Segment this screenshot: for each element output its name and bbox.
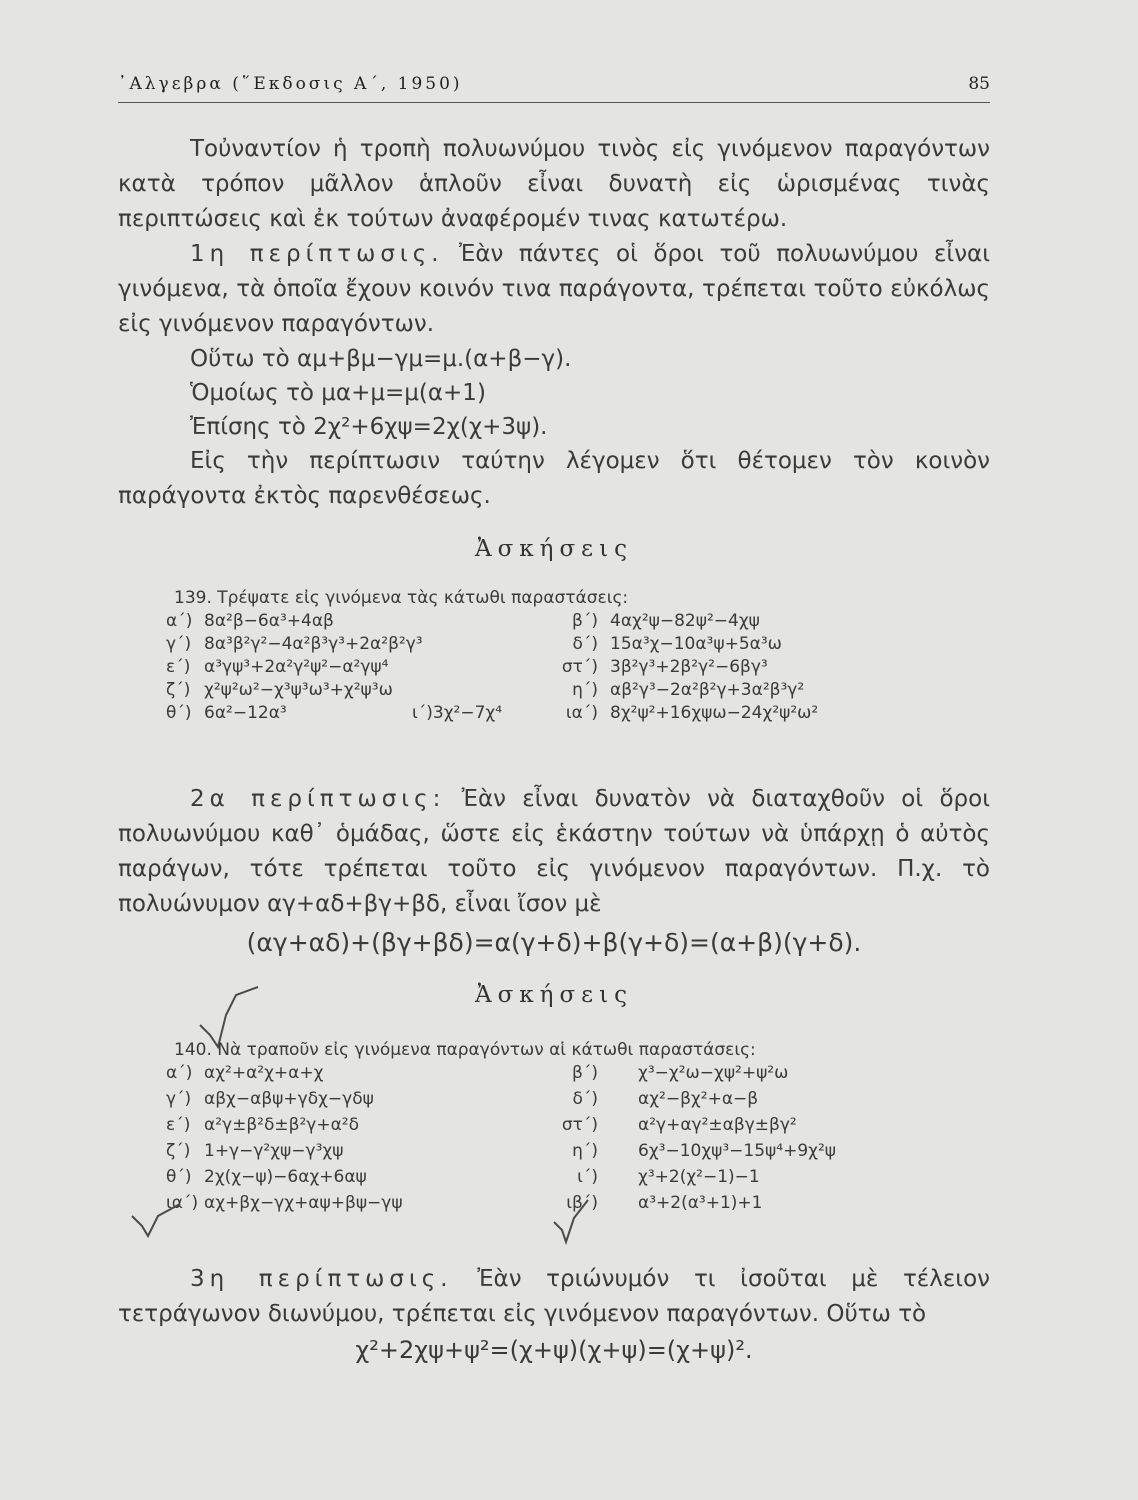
exercise-139-list — [118, 611, 990, 726]
exercise-expression: χ³+2(χ²−1)−1 — [638, 1167, 760, 1187]
exercise-expression: 8α²β−6α³+4αβ — [204, 611, 334, 631]
exercise-139-intro: 139. Τρέψατε εἰς γινόμενα τὰς κάτωθι παραστάσεις: — [174, 588, 629, 608]
exercise-row — [118, 1063, 990, 1089]
exercise-expression: 15α³χ−10α³ψ+5α³ω — [610, 634, 782, 654]
exercise-row — [118, 1089, 990, 1115]
case-3-paragraph — [118, 1262, 990, 1332]
exercise-label: α΄) — [166, 1063, 193, 1083]
checkmark-icon — [128, 1196, 188, 1246]
exercise-label: ια΄) — [166, 1193, 199, 1213]
exercise-label: ε΄) — [166, 657, 191, 677]
exercise-expression: α²γ±β²δ±β²γ+α²δ — [204, 1115, 360, 1135]
case-1-section — [118, 237, 990, 514]
exercise-label: γ΄) — [166, 634, 192, 654]
exercise-label: η΄) — [572, 680, 598, 700]
exercise-label: δ΄) — [572, 634, 598, 654]
case-2-label: 2α περίπτωσις: — [190, 786, 446, 812]
exercise-label: στ΄) — [561, 1115, 598, 1135]
exercise-row — [118, 1141, 990, 1167]
exercise-expression: 6χ³−10χψ³−15ψ⁴+9χ²ψ — [638, 1141, 836, 1161]
exercise-expression: 3β²γ³+2β²γ²−6βγ³ — [610, 657, 768, 677]
exercise-row — [118, 634, 990, 657]
exercise-expression: 8α³β²γ²−4α²β³γ³+2α²β²γ³ — [204, 634, 423, 654]
exercise-label: γ΄) — [166, 1089, 192, 1109]
exercise-label: στ΄) — [561, 657, 598, 677]
case-3-text: Ἐὰν τριώνυμόν τι ἰσοῦται μὲ τέλειον τετράγωνον διωνύμου, τρέπεται εἰς γινόμενον παραγόντων. Οὕτω τὸ — [118, 1266, 990, 1327]
case-3-section — [118, 1262, 990, 1364]
exercise-label: ι΄) — [577, 1167, 598, 1187]
exercise-label: θ΄) — [166, 703, 192, 723]
exercise-row — [118, 680, 990, 703]
exercise-label: ζ΄) — [166, 1141, 191, 1161]
exercise-row — [118, 703, 990, 726]
checkmark-icon — [548, 1196, 598, 1248]
running-header — [118, 72, 990, 103]
case-1-label: 1η περίπτωσις. — [190, 241, 444, 267]
exercise-label: α΄) — [166, 611, 193, 631]
case-1-closing: Εἰς τὴν περίπτωσιν ταύτην λέγομεν ὅτι θέτομεν τὸν κοινὸν παράγοντα ἐκτὸς παρενθέσεως. — [118, 448, 990, 509]
book-title: ᾿Αλγεβρα (῞Εκδοσις Α΄, 1950) — [118, 74, 463, 94]
intro-paragraph: Τοὐναντίον ἡ τροπὴ πολυωνύμου τινὸς εἰς γινόμενον παραγόντων κατὰ τρόπον μᾶλλον ἁπλοῦν εἶναι δυνατὴ εἰς ὡρισμένας τινὰς περιπτώσεις καὶ ἐκ τούτων ἀναφέρομέν τινας κατωτέρω. — [118, 136, 990, 232]
case-1-example: Οὕτω τὸ αμ+βμ−γμ=μ.(α+β−γ). — [190, 346, 572, 372]
exercises-heading-2: Ἀσκήσεις — [475, 982, 633, 1008]
exercises-heading-1: Ἀσκήσεις — [475, 536, 633, 562]
case-2-equation: (αγ+αδ)+(βγ+βδ)=α(γ+δ)+β(γ+δ)=(α+β)(γ+δ). — [246, 928, 862, 957]
exercise-expression: χ²ψ²ω²−χ³ψ³ω³+χ²ψ³ω — [204, 680, 393, 700]
exercise-expression: ι΄)3χ²−7χ⁴ — [412, 703, 503, 723]
case-2-paragraph — [118, 782, 990, 922]
exercise-label: ιβ΄) — [566, 1193, 598, 1213]
exercise-expression: 2χ(χ−ψ)−6αχ+6αψ — [204, 1167, 367, 1187]
exercise-row — [118, 611, 990, 634]
exercise-expression: 4αχ²ψ−82ψ²−4χψ — [610, 611, 760, 631]
exercise-row — [118, 1115, 990, 1141]
intro-section — [118, 132, 990, 237]
exercise-expression: αχ²−βχ²+α−β — [638, 1089, 759, 1109]
exercise-label: η΄) — [572, 1141, 598, 1161]
page-number: 85 — [968, 74, 990, 94]
exercise-expression: αχ+βχ−γχ+αψ+βψ−γψ — [204, 1193, 403, 1213]
exercise-label: β΄) — [572, 611, 598, 631]
exercise-expression: 6α²−12α³ — [204, 703, 287, 723]
exercise-row — [118, 657, 990, 680]
exercise-expression: αβ²γ³−2α²β²γ+3α²β³γ² — [610, 680, 805, 700]
case-2-text: Ἐὰν εἶναι δυνατὸν νὰ διαταχθοῦν οἱ ὅροι πολυωνύμου καθ᾿ ὁμάδας, ὥστε εἰς ἑκάστην τούτων νὰ ὑπάρχῃ ὁ αὐτὸς παράγων, τότε τρέπεται τοῦτο εἰς γινόμενον παραγόντων. Π.χ. τὸ πολυώνυμον αγ+αδ+βγ+βδ, εἶναι ἴσον μὲ — [118, 786, 990, 917]
exercise-expression: αβχ−αβψ+γδχ−γδψ — [204, 1089, 374, 1109]
case-1-paragraph — [118, 237, 990, 342]
exercise-expression: 8χ²ψ²+16χψω−24χ²ψ²ω² — [610, 703, 819, 723]
exercise-140-intro: 140. Νὰ τραποῦν εἰς γινόμενα παραγόντων αἱ κάτωθι παραστάσεις: — [174, 1040, 756, 1060]
case-1-text: Ἐὰν πάντες οἱ ὅροι τοῦ πολυωνύμου εἶναι γινόμενα, τὰ ὁποῖα ἔχουν κοινόν τινα παράγοντα, τρέπεται τοῦτο εὐκόλως εἰς γινόμενον παραγόντων. — [118, 241, 990, 337]
exercises-140 — [118, 1037, 990, 1219]
exercise-label: ε΄) — [166, 1115, 191, 1135]
case-3-label: 3η περίπτωσις. — [190, 1266, 453, 1292]
exercise-label: ια΄) — [565, 703, 598, 723]
exercise-expression: χ³−χ²ω−χψ²+ψ²ω — [638, 1063, 789, 1083]
case-1-example: Ὁμοίως τὸ μα+μ=μ(α+1) — [190, 380, 486, 406]
exercise-label: θ΄) — [166, 1167, 192, 1187]
exercise-expression: α³+2(α³+1)+1 — [638, 1193, 763, 1213]
exercise-label: ζ΄) — [166, 680, 191, 700]
exercise-expression: 1+γ−γ²χψ−γ³χψ — [204, 1141, 344, 1161]
exercise-label: β΄) — [572, 1063, 598, 1083]
case-1-example: Ἐπίσης τὸ 2χ²+6χψ=2χ(χ+3ψ). — [190, 414, 548, 440]
case-3-equation: χ²+2χψ+ψ²=(χ+ψ)(χ+ψ)=(χ+ψ)². — [355, 1336, 753, 1364]
case-2-section — [118, 782, 990, 957]
exercise-expression: αχ²+α²χ+α+χ — [204, 1063, 324, 1083]
exercise-row — [118, 1167, 990, 1193]
exercise-label: δ΄) — [572, 1089, 598, 1109]
exercise-expression: α³γψ³+2α²γ²ψ²−α²γψ⁴ — [204, 657, 389, 677]
exercises-139 — [118, 585, 990, 726]
exercise-expression: α²γ+αγ²±αβγ±βγ² — [638, 1115, 797, 1135]
